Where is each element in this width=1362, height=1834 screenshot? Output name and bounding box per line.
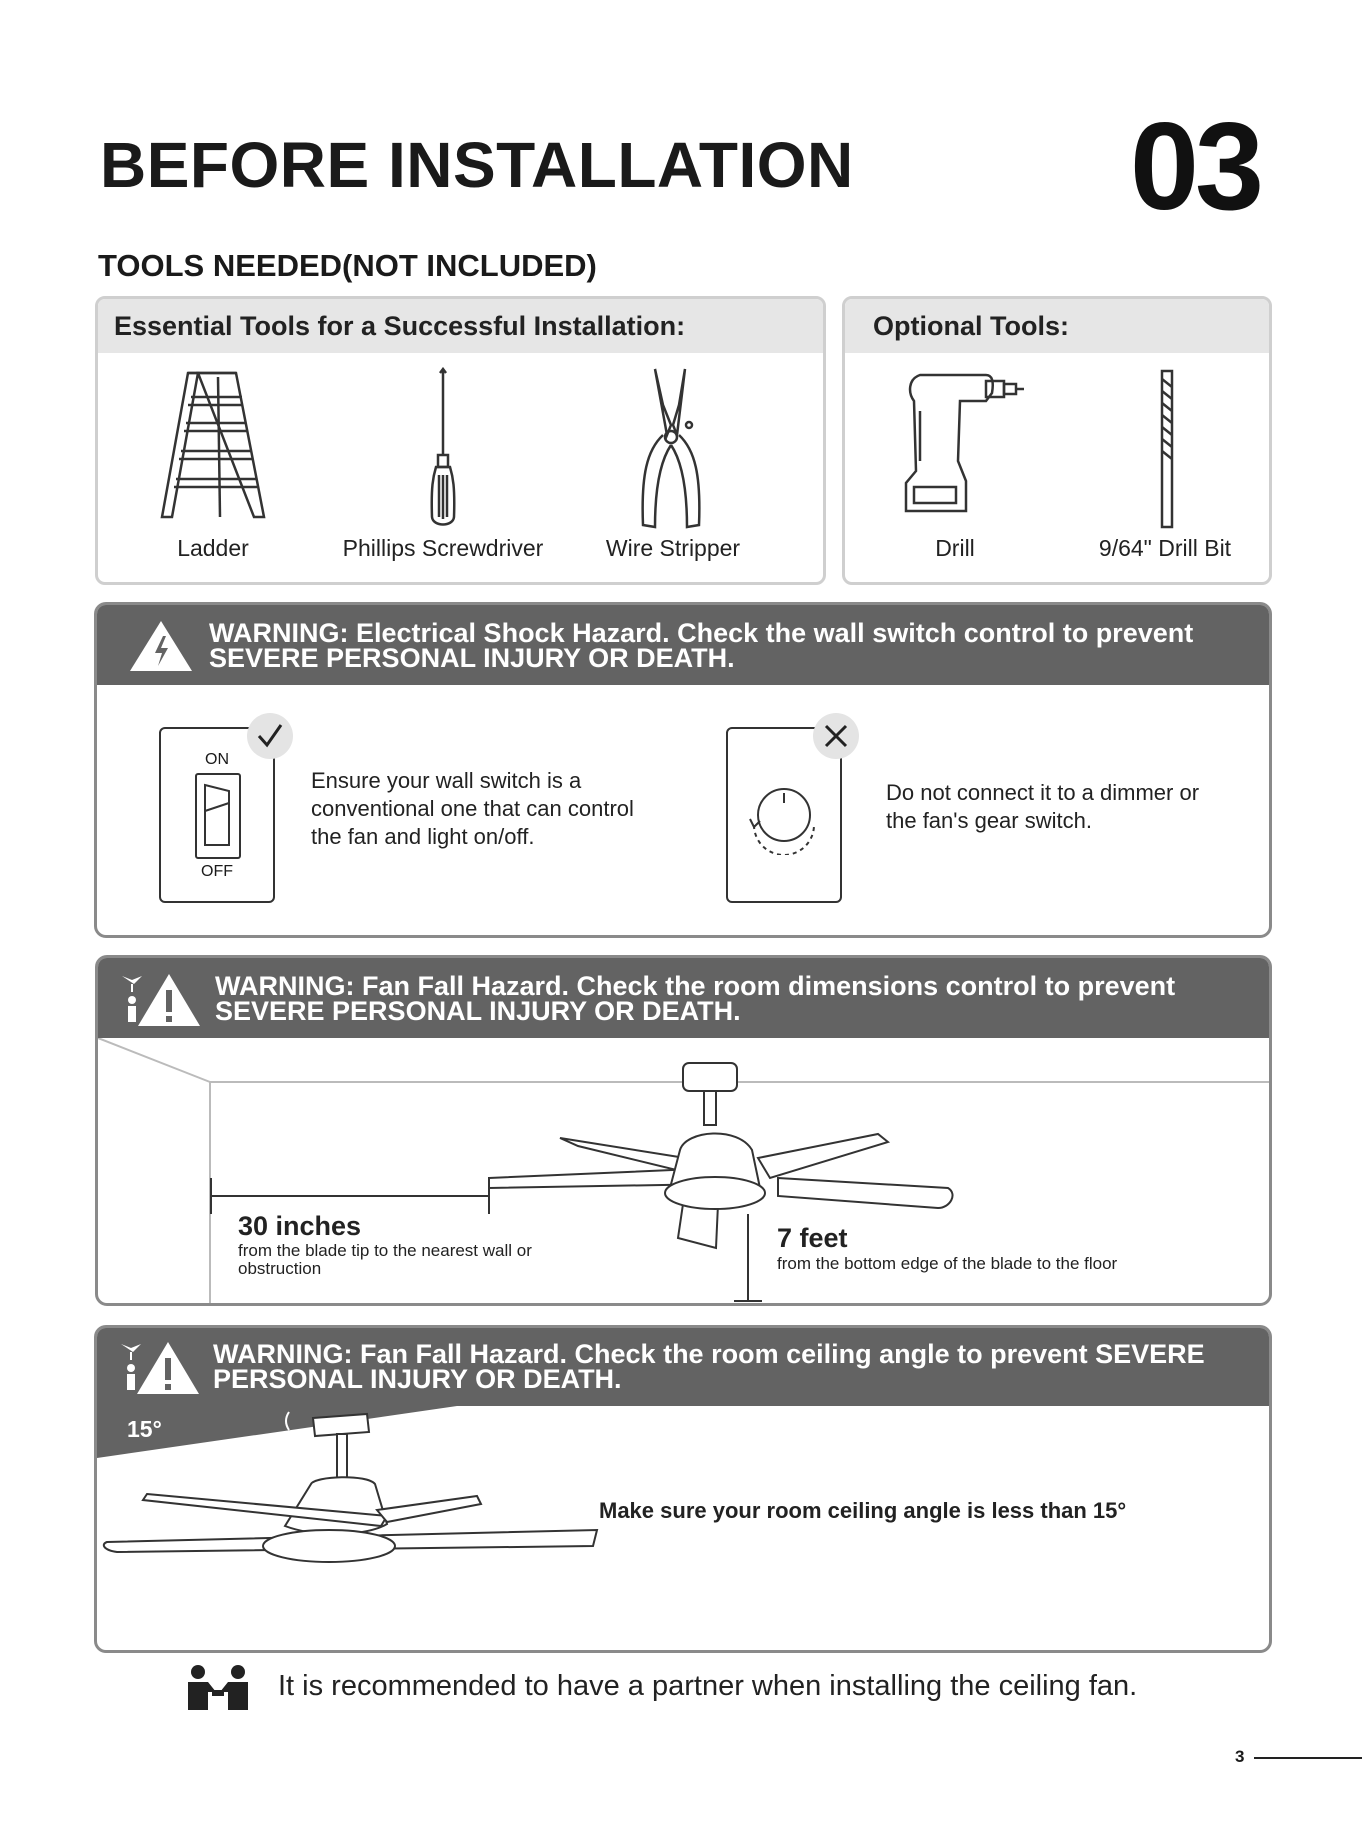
page-number: 3 — [1235, 1747, 1245, 1766]
tool-label-ladder: Ladder — [177, 535, 249, 561]
drill-icon — [900, 371, 1025, 521]
fan-fall-hazard-icon — [111, 1338, 201, 1398]
checkmark-icon — [246, 712, 294, 760]
tools-heading: TOOLS NEEDED(NOT INCLUDED) — [98, 248, 597, 283]
ladder-icon — [158, 367, 268, 532]
ceiling-angle-warning-panel — [94, 1325, 1272, 1653]
switch-toggle — [195, 773, 241, 859]
shock-warning-line2: SEVERE PERSONAL INJURY OR DEATH. — [209, 643, 735, 673]
dont-instruction-text: Do not connect it to a dimmer or the fan's gear switch. — [886, 780, 1200, 833]
electric-hazard-icon — [127, 618, 195, 674]
ceiling-angle-illustration — [97, 1406, 717, 1650]
do-instruction-text: Ensure your wall switch is a conventional one that can control the fan and light on/off. — [311, 768, 634, 849]
wall-distance-value: 30 inches — [238, 1211, 362, 1241]
switch-on-label: ON — [205, 751, 229, 768]
optional-tools-title: Optional Tools: — [845, 299, 1269, 353]
shock-warning-header — [97, 605, 1269, 685]
screwdriver-icon — [423, 367, 463, 532]
switch-off-label: OFF — [201, 863, 233, 880]
tool-label-drill-bit: 9/64" Drill Bit — [1098, 535, 1232, 561]
fan-fall-hazard-icon — [112, 970, 202, 1030]
dimensions-warning-line1: WARNING: Fan Fall Hazard. Check the room dimensions control to prevent — [215, 971, 1176, 1001]
dimensions-warning-line2: SEVERE PERSONAL INJURY OR DEATH. — [215, 996, 741, 1026]
page-number-rule — [1254, 1757, 1362, 1759]
angle-warning-header — [97, 1328, 1269, 1406]
angle-warning-line1: WARNING: Fan Fall Hazard. Check the room ceiling angle to prevent SEVERE — [213, 1339, 1205, 1369]
partner-icon — [186, 1664, 250, 1710]
wall-distance-note: from the blade tip to the nearest wall or obstruction — [238, 1241, 532, 1278]
angle-label: 15° — [127, 1416, 162, 1442]
shock-warning-panel — [94, 602, 1272, 938]
floor-height-value: 7 feet — [777, 1223, 848, 1253]
partner-recommendation: It is recommended to have a partner when installing the ceiling fan. — [278, 1670, 1138, 1702]
wire-stripper-icon — [633, 365, 713, 535]
section-number: 03 — [1130, 98, 1260, 236]
dimensions-warning-header — [98, 958, 1269, 1038]
shock-warning-line1: WARNING: Electrical Shock Hazard. Check the wall switch control to prevent — [209, 618, 1194, 648]
page-title: BEFORE INSTALLATION — [100, 129, 854, 201]
angle-note: Make sure your room ceiling angle is less than 15° — [599, 1498, 1127, 1523]
drill-bit-icon — [1152, 367, 1182, 532]
essential-tools-panel — [95, 296, 826, 585]
tool-label-drill: Drill — [935, 535, 975, 561]
floor-height-note: from the bottom edge of the blade to the floor — [777, 1254, 1118, 1273]
optional-tools-panel — [842, 296, 1272, 585]
essential-tools-title: Essential Tools for a Successful Installation: — [98, 299, 823, 353]
dimensions-warning-panel — [95, 955, 1272, 1306]
angle-warning-line2: PERSONAL INJURY OR DEATH. — [213, 1364, 622, 1394]
tool-label-wire-stripper: Wire Stripper — [605, 535, 741, 561]
cross-icon — [812, 712, 860, 760]
tool-label-screwdriver: Phillips Screwdriver — [342, 535, 544, 561]
